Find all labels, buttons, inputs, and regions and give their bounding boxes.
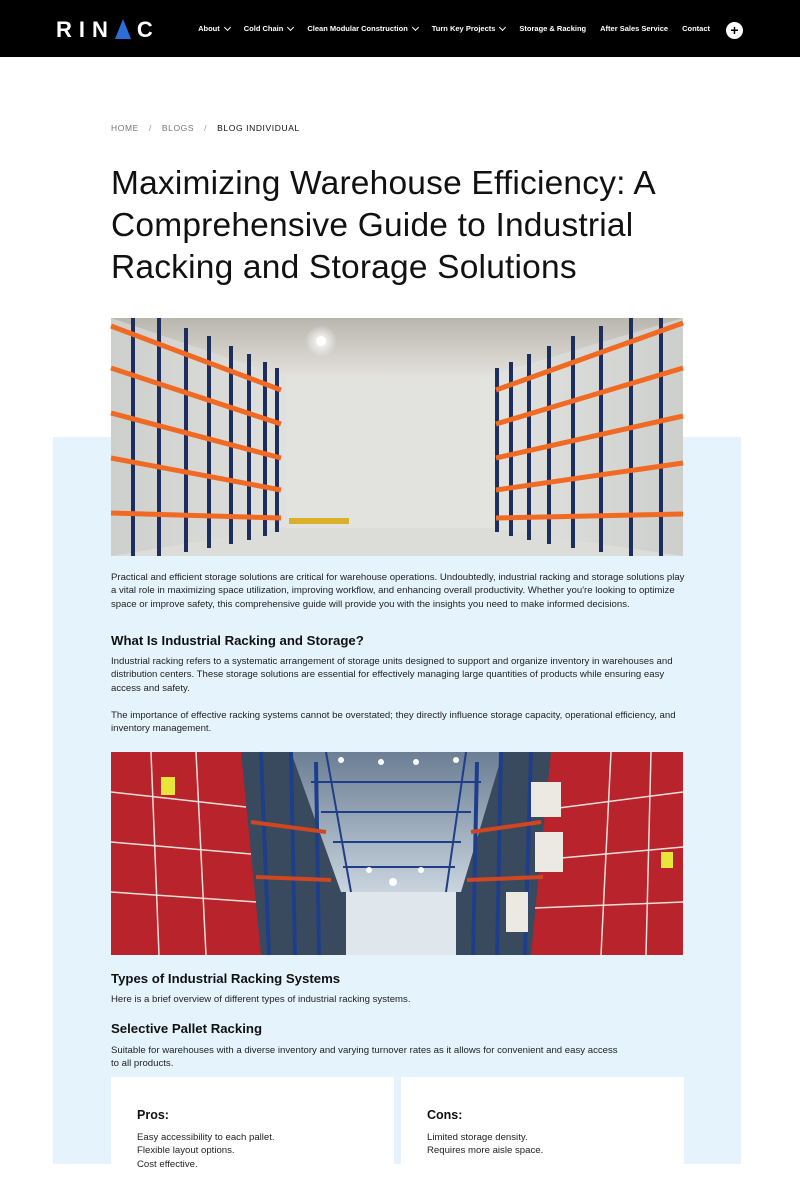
chevron-down-icon	[499, 23, 506, 30]
section1-paragraph-1: Industrial racking refers to a systematic arrangement of storage units designed to support and organize inventory in warehouses and distribution centers. These storage solutions are essential for effectively managing large quantities of products while ensuring easy access and safety.	[111, 656, 673, 694]
cons-card	[401, 1077, 684, 1177]
logo-triangle-icon	[115, 19, 131, 39]
cons-heading: Cons:	[427, 1108, 463, 1122]
nav-label: About	[198, 24, 220, 33]
nav-label: After Sales Service	[600, 24, 669, 33]
pros-list	[137, 1131, 275, 1171]
nav-item-turn-key-projects[interactable]	[432, 24, 506, 33]
breadcrumb	[111, 123, 300, 133]
section-heading-selective-pallet-racking: Selective Pallet Racking	[111, 1021, 262, 1036]
nav-label: Cold Chain	[243, 24, 284, 33]
logo-text-left: RIN	[56, 17, 115, 42]
pros-item: Flexible layout options.	[137, 1145, 235, 1157]
cons-list	[427, 1131, 543, 1158]
nav-item-clean-modular-construction[interactable]	[307, 24, 417, 33]
nav-item-after-sales-service[interactable]	[600, 24, 668, 33]
section-heading-what-is: What Is Industrial Racking and Storage?	[111, 633, 364, 648]
pros-item: Easy accessibility to each pallet.	[137, 1132, 275, 1143]
section2-paragraph: Here is a brief overview of different types of industrial racking systems.	[111, 994, 411, 1005]
section-heading-types: Types of Industrial Racking Systems	[111, 971, 341, 986]
cons-item: Requires more aisle space.	[427, 1145, 544, 1157]
chevron-down-icon	[224, 23, 231, 30]
nav-item-about[interactable]	[198, 24, 230, 33]
breadcrumb-current: BLOG INDIVIDUAL	[217, 123, 300, 133]
nav-label: Contact	[682, 24, 710, 33]
main-nav	[198, 0, 710, 57]
chevron-down-icon	[412, 23, 419, 30]
nav-item-contact[interactable]	[682, 24, 710, 33]
pros-card	[111, 1077, 394, 1177]
breadcrumb-separator: /	[148, 123, 152, 133]
warehouse-cartons-image	[111, 752, 683, 955]
section1-paragraph-2: The importance of effective racking systems cannot be overstated; they directly influence storage capacity, operational efficiency, and inventory management.	[111, 710, 676, 735]
cons-item: Limited storage density.	[427, 1132, 528, 1143]
breadcrumb-home[interactable]: HOME	[111, 123, 139, 133]
nav-label: Storage & Racking	[519, 24, 587, 33]
rinac-logo[interactable]	[56, 18, 160, 42]
nav-item-storage-racking[interactable]	[519, 24, 586, 33]
section3-paragraph: Suitable for warehouses with a diverse inventory and varying turnover rates as it allows for convenient and easy access to all products.	[111, 1045, 618, 1070]
pros-heading: Pros:	[137, 1108, 169, 1122]
chevron-down-icon	[287, 23, 294, 30]
top-navigation-bar	[0, 0, 800, 57]
pros-item: Cost effective.	[137, 1158, 198, 1170]
plus-icon[interactable]: +	[726, 22, 743, 39]
breadcrumb-separator: /	[204, 123, 208, 133]
breadcrumb-blogs[interactable]: BLOGS	[161, 123, 195, 133]
nav-label: Clean Modular Construction	[307, 24, 408, 33]
intro-paragraph: Practical and efficient storage solutions are critical for warehouse operations. Undoubtedly, industrial racking and storage solutions play a vital role in maximizing space utilization, improving workflow, and enhancing overall productivity. Whether you're looking to optimize space or improve safety, this comprehensive guide will provide you with the insights you need to make informed decisions.	[111, 572, 685, 610]
nav-label: Turn Key Projects	[431, 24, 496, 33]
logo-text-right: C	[136, 17, 160, 42]
hero-image-racking	[111, 318, 683, 556]
nav-item-cold-chain[interactable]	[244, 24, 294, 33]
page-title: Maximizing Warehouse Efficiency: A Comprehensive Guide to Industrial Racking and Storage Solutions	[111, 165, 655, 286]
